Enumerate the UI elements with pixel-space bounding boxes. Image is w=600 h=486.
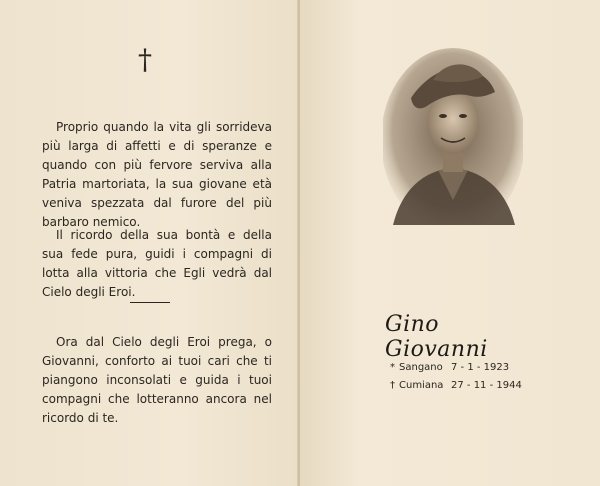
portrait-photo [383,40,523,225]
birth-star-icon: * [390,362,395,373]
dedication-text-1: Proprio quando la vita gli sorrideva più larga di affetti e di speranze e quando con più fervore serviva alla Patria martoriata, la sua giovane età veniva spezzata dal furore del più barbaro nemico. [42,120,272,229]
prayer-text: Ora dal Cielo degli Eroi prega, o Giovanni, conforto ai tuoi cari che ti piangono inconsolati e guida i tuoi compagni che lotteranno ancora nel ricordo di te. [42,335,272,425]
left-page [0,0,298,486]
prayer-paragraph [42,333,272,428]
death-line [390,380,522,391]
dedication-paragraph-1 [42,118,272,232]
cross-icon: † [138,43,152,76]
birth-place: Sangano [399,362,443,373]
deceased-name: Gino Giovanni [385,312,488,362]
birth-date: 7 - 1 - 1923 [451,362,510,373]
birth-line [390,362,509,373]
death-place: Cumiana [399,380,444,391]
death-date: 27 - 11 - 1944 [451,380,522,391]
death-cross-icon: † [390,380,395,391]
section-divider [130,302,170,303]
dedication-paragraph-2 [42,226,272,302]
dedication-text-2: Il ricordo della sua bontà e della sua fede pura, guidi i compagni di lotta alla vittoria che Egli vedrà dal Cielo degli Eroi. [42,228,272,299]
